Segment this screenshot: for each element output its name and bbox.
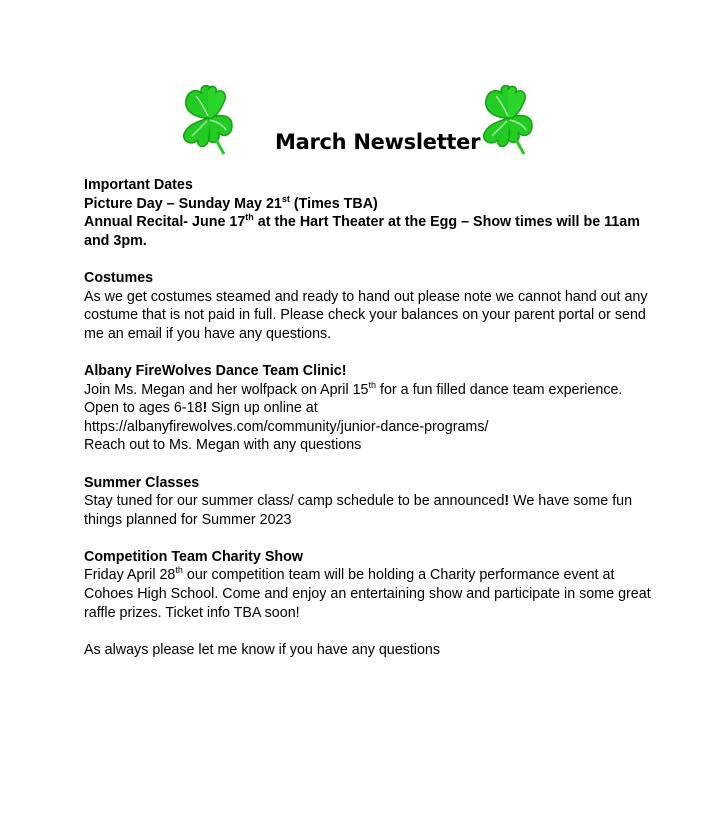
costumes-heading: Costumes	[84, 269, 154, 286]
shamrock-icon	[178, 84, 238, 156]
clinic-line: Reach out to Ms. Megan with any questions	[84, 437, 362, 454]
costumes-body: As we get costumes steamed and ready to hand out please note we cannot hand out any costume that is not paid in full. Please check your balances on your parent portal or send me an email if you have any questions.	[84, 288, 648, 342]
charity-body: Friday April 28th our competition team will be holding a Charity performance event at Cohoes High School. Come and enjoy an entertaining show and participate in some great raffle prizes. Ticket info TBA soon!	[84, 565, 651, 621]
picture-day-line: Picture Day – Sunday May 21st (Times TBA)	[84, 193, 378, 212]
page-title: March Newsletter	[275, 130, 481, 154]
recital-line: Annual Recital- June 17th at the Hart Theater at the Egg – Show times will be 11am and 3pm.	[84, 212, 640, 249]
charity-heading: Competition Team Charity Show	[84, 548, 303, 565]
clinic-signup-link[interactable]: https://albanyfirewolves.com/community/junior-dance-programs/	[84, 418, 489, 435]
newsletter-body	[84, 176, 654, 659]
shamrock-icon	[478, 84, 538, 156]
clinic-heading: Albany FireWolves Dance Team Clinic!	[84, 362, 347, 379]
closing-line: As always please let me know if you have any questions	[84, 641, 441, 658]
important-dates-heading: Important Dates	[84, 177, 193, 193]
clinic-line: Open to ages 6-18! Sign up online at	[84, 400, 318, 417]
summer-body: Stay tuned for our summer class/ camp schedule to be announced! We have some fun things planned for Summer 2023	[84, 493, 633, 528]
clinic-line: Join Ms. Megan and her wolfpack on April 15th for a fun filled dance team experience.	[84, 379, 623, 398]
summer-heading: Summer Classes	[84, 474, 200, 491]
